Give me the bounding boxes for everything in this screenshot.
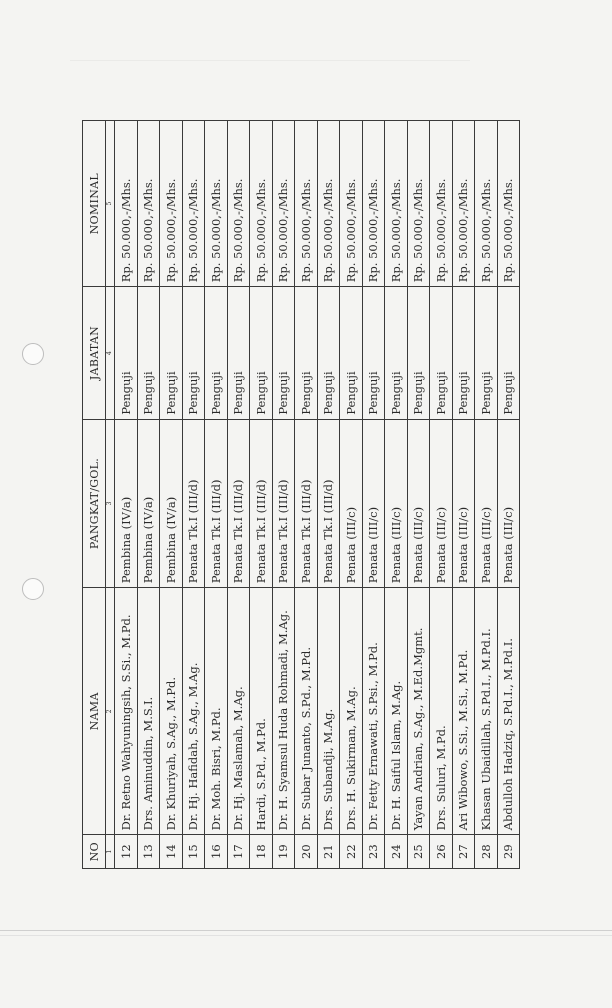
table-row xyxy=(227,121,250,869)
cell-nama: Drs. Subandji, M.Ag. xyxy=(317,588,340,835)
table-row xyxy=(475,121,498,869)
cell-pangkat: Penata Tk.I (III/d) xyxy=(250,419,273,587)
table-row xyxy=(385,121,408,869)
table-row xyxy=(362,121,385,869)
rotated-table-container xyxy=(82,120,516,869)
cell-pangkat: Penata Tk.I (III/d) xyxy=(317,419,340,587)
cell-nama: Yayan Andrian, S.Ag., M.Ed.Mgmt. xyxy=(407,588,430,835)
table-row xyxy=(182,121,205,869)
cell-nama: Dr. Fetty Ernawati, S.Psi., M.Pd. xyxy=(362,588,385,835)
scan-artifact xyxy=(70,60,470,61)
cell-jabatan: Penguji xyxy=(205,287,228,420)
table-row xyxy=(340,121,363,869)
cell-pangkat: Penata Tk.I (III/d) xyxy=(272,419,295,587)
table-row xyxy=(115,121,138,869)
cell-jabatan: Penguji xyxy=(430,287,453,420)
column-index: 2 xyxy=(106,588,115,835)
cell-nominal: Rp. 50.000,-/Mhs. xyxy=(272,121,295,287)
cell-nominal: Rp. 50.000,-/Mhs. xyxy=(385,121,408,287)
cell-nominal: Rp. 50.000,-/Mhs. xyxy=(362,121,385,287)
header-nominal: NOMINAL xyxy=(83,121,106,287)
cell-jabatan: Penguji xyxy=(385,287,408,420)
cell-nominal: Rp. 50.000,-/Mhs. xyxy=(227,121,250,287)
cell-jabatan: Penguji xyxy=(475,287,498,420)
cell-nominal: Rp. 50.000,-/Mhs. xyxy=(205,121,228,287)
table-row xyxy=(205,121,228,869)
cell-nominal: Rp. 50.000,-/Mhs. xyxy=(452,121,475,287)
table-row xyxy=(497,121,520,869)
header-no: NO xyxy=(83,835,106,869)
cell-jabatan: Penguji xyxy=(160,287,183,420)
cell-no: 20 xyxy=(295,835,318,869)
cell-nominal: Rp. 50.000,-/Mhs. xyxy=(407,121,430,287)
cell-pangkat: Penata Tk.I (III/d) xyxy=(205,419,228,587)
cell-nama: Dr. Moh. Bisri, M.Pd. xyxy=(205,588,228,835)
punch-hole-bottom xyxy=(22,578,44,600)
cell-no: 19 xyxy=(272,835,295,869)
table-row xyxy=(137,121,160,869)
cell-no: 28 xyxy=(475,835,498,869)
cell-jabatan: Penguji xyxy=(250,287,273,420)
cell-no: 22 xyxy=(340,835,363,869)
cell-nominal: Rp. 50.000,-/Mhs. xyxy=(137,121,160,287)
cell-jabatan: Penguji xyxy=(497,287,520,420)
cell-pangkat: Penata Tk.I (III/d) xyxy=(182,419,205,587)
table-row xyxy=(430,121,453,869)
column-index-row xyxy=(106,121,115,869)
cell-nominal: Rp. 50.000,-/Mhs. xyxy=(295,121,318,287)
cell-pangkat: Penata Tk.I (III/d) xyxy=(227,419,250,587)
cell-jabatan: Penguji xyxy=(272,287,295,420)
cell-jabatan: Penguji xyxy=(362,287,385,420)
cell-no: 17 xyxy=(227,835,250,869)
cell-nama: Dr. Hj. Hafidah, S.Ag., M.Ag. xyxy=(182,588,205,835)
cell-pangkat: Penata (III/c) xyxy=(475,419,498,587)
cell-nominal: Rp. 50.000,-/Mhs. xyxy=(497,121,520,287)
table-header-row xyxy=(83,121,106,869)
examiner-table xyxy=(82,120,520,869)
cell-pangkat: Penata (III/c) xyxy=(407,419,430,587)
cell-jabatan: Penguji xyxy=(137,287,160,420)
table-row xyxy=(160,121,183,869)
cell-no: 12 xyxy=(115,835,138,869)
cell-nama: Khasan Ubaidillah, S.Pd.I., M.Pd.I. xyxy=(475,588,498,835)
header-jabatan: JABATAN xyxy=(83,287,106,420)
cell-jabatan: Penguji xyxy=(452,287,475,420)
cell-jabatan: Penguji xyxy=(115,287,138,420)
cell-jabatan: Penguji xyxy=(407,287,430,420)
cell-jabatan: Penguji xyxy=(317,287,340,420)
cell-nama: Dr. H. Saiful Islam, M.Ag. xyxy=(385,588,408,835)
table-row xyxy=(272,121,295,869)
punch-hole-top xyxy=(22,343,44,365)
cell-nama: Drs. H. Sukirman, M.Ag. xyxy=(340,588,363,835)
table-row xyxy=(250,121,273,869)
cell-no: 24 xyxy=(385,835,408,869)
cell-nama: Dr. H. Syamsul Huda Rohmadi, M.Ag. xyxy=(272,588,295,835)
header-pangkat: PANGKAT/GOL. xyxy=(83,419,106,587)
cell-no: 13 xyxy=(137,835,160,869)
cell-pangkat: Penata (III/c) xyxy=(340,419,363,587)
cell-nama: Ari Wibowo, S.Si., M.Si., M.Pd. xyxy=(452,588,475,835)
cell-pangkat: Penata (III/c) xyxy=(452,419,475,587)
column-index: 4 xyxy=(106,287,115,420)
cell-nama: Dr. Retno Wahyuningsih, S.Si., M.Pd. xyxy=(115,588,138,835)
cell-jabatan: Penguji xyxy=(227,287,250,420)
cell-nominal: Rp. 50.000,-/Mhs. xyxy=(317,121,340,287)
cell-pangkat: Penata (III/c) xyxy=(385,419,408,587)
table-body xyxy=(115,121,520,869)
page-divider-secondary xyxy=(0,935,612,936)
cell-nominal: Rp. 50.000,-/Mhs. xyxy=(430,121,453,287)
cell-nominal: Rp. 50.000,-/Mhs. xyxy=(182,121,205,287)
cell-nominal: Rp. 50.000,-/Mhs. xyxy=(160,121,183,287)
table-row xyxy=(452,121,475,869)
column-index: 1 xyxy=(106,835,115,869)
cell-no: 25 xyxy=(407,835,430,869)
cell-no: 18 xyxy=(250,835,273,869)
cell-pangkat: Penata (III/c) xyxy=(497,419,520,587)
cell-no: 21 xyxy=(317,835,340,869)
cell-no: 23 xyxy=(362,835,385,869)
cell-nama: Hardi, S.Pd., M.Pd. xyxy=(250,588,273,835)
cell-nominal: Rp. 50.000,-/Mhs. xyxy=(250,121,273,287)
cell-no: 26 xyxy=(430,835,453,869)
cell-no: 29 xyxy=(497,835,520,869)
cell-pangkat: Pembina (IV/a) xyxy=(115,419,138,587)
cell-nominal: Rp. 50.000,-/Mhs. xyxy=(115,121,138,287)
column-index: 5 xyxy=(106,121,115,287)
cell-pangkat: Penata (III/c) xyxy=(362,419,385,587)
cell-pangkat: Penata (III/c) xyxy=(430,419,453,587)
cell-jabatan: Penguji xyxy=(340,287,363,420)
page-divider xyxy=(0,930,612,931)
cell-nama: Dr. Subar Junanto, S.Pd., M.Pd. xyxy=(295,588,318,835)
table-rotator xyxy=(82,120,516,869)
cell-nama: Dr. Hj. Maslamah, M.Ag. xyxy=(227,588,250,835)
cell-no: 15 xyxy=(182,835,205,869)
table-row xyxy=(295,121,318,869)
cell-pangkat: Pembina (IV/a) xyxy=(137,419,160,587)
table-row xyxy=(317,121,340,869)
column-index: 3 xyxy=(106,419,115,587)
cell-nominal: Rp. 50.000,-/Mhs. xyxy=(340,121,363,287)
cell-nama: Dr. Khuriyah, S.Ag., M.Pd. xyxy=(160,588,183,835)
cell-no: 27 xyxy=(452,835,475,869)
cell-jabatan: Penguji xyxy=(182,287,205,420)
cell-pangkat: Pembina (IV/a) xyxy=(160,419,183,587)
cell-nama: Abdulloh Hadziq, S.Pd.I., M.Pd.I. xyxy=(497,588,520,835)
cell-nama: Drs. Aminuddin, M.S.I. xyxy=(137,588,160,835)
cell-no: 14 xyxy=(160,835,183,869)
cell-jabatan: Penguji xyxy=(295,287,318,420)
cell-nama: Drs. Suluri, M.Pd. xyxy=(430,588,453,835)
cell-nominal: Rp. 50.000,-/Mhs. xyxy=(475,121,498,287)
table-row xyxy=(407,121,430,869)
header-nama: NAMA xyxy=(83,588,106,835)
cell-pangkat: Penata Tk.I (III/d) xyxy=(295,419,318,587)
cell-no: 16 xyxy=(205,835,228,869)
